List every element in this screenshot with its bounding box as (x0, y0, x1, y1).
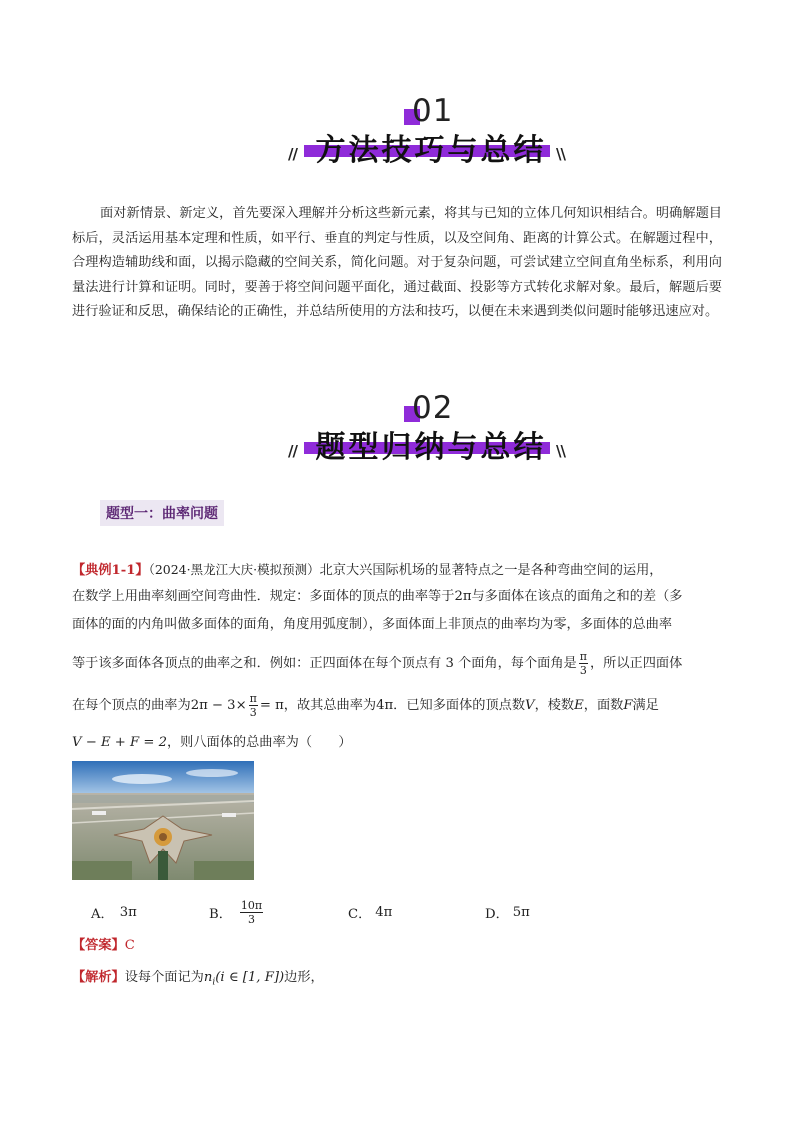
example-text: 在数学上用曲率刻画空间弯曲性．规定：多面体的顶点的曲率等于 (72, 589, 455, 604)
option-value: 5π (512, 904, 530, 920)
example-text: ，棱数 (534, 698, 575, 713)
fraction-numerator: π (579, 650, 587, 663)
example-text: 等于该多面体各顶点的曲率之和．例如：正四面体在每个顶点有 3 个面角，每个面角是 (72, 656, 577, 671)
answer-line (72, 934, 135, 953)
option-fraction (240, 899, 263, 926)
example-tag: 【典例1-1】 (72, 563, 149, 578)
math-variable: n (203, 970, 213, 985)
math-variable: F (623, 698, 633, 713)
fraction-numerator: π (249, 692, 257, 705)
section-heading-2 (0, 392, 794, 472)
example-text: ，面数 (583, 698, 624, 713)
answer-tag: 【答案】 (72, 938, 125, 953)
section-heading-1 (0, 95, 794, 175)
example-line-5 (72, 692, 722, 719)
example-text: 与多面体在该点的面角之和的差（多 (471, 589, 683, 604)
example-text: 北京大兴国际机场的显著特点之一是各种弯曲空间的运用， (319, 563, 663, 578)
example-text: ，故其总曲率为 (283, 698, 377, 713)
math-variable: E (574, 698, 584, 713)
option-letter: D． (485, 906, 509, 922)
answer-value: C (124, 938, 135, 953)
option-letter: A． (91, 906, 114, 922)
example-text: 满足 (632, 698, 659, 713)
intro-paragraph: 面对新情景、新定义，首先要深入理解并分析这些新元素，将其与已知的立体几何知识相结合。明确解题目标后，灵活运用基本定理和性质，如平行、垂直的判定与性质，以及空间角、距离的计算公式。在解题过程中，合理构造辅助线和面，以揭示隐藏的空间关系，简化问题。对于复杂问题，可尝试建立空间直角坐标系，利用向量法进行计算和证明。同时，要善于将空间问题平面化，通过截面、投影等方式转化求解对象。最后，解题后要进行验证和反思，确保结论的正确性，并总结所使用的方法和技巧，以便在未来遇到类似问题时能够迅速应对。 (72, 206, 722, 319)
option-c[interactable] (348, 895, 392, 929)
math-expression: 4π (376, 698, 394, 713)
math-expression: (i ∈ [1, F]) (215, 970, 285, 985)
right-slash-marks: \\ (556, 145, 565, 163)
option-value: 4π (375, 904, 393, 920)
option-d[interactable] (485, 895, 530, 929)
example-text: 面体的面的内角叫做多面体的面角，角度用弧度制），多面体面上非顶点的曲率均为零，多面体的总曲率 (72, 617, 673, 632)
right-slash-marks: \\ (556, 442, 565, 460)
airport-photo (72, 761, 254, 880)
math-variable: V (525, 698, 535, 713)
example-text: ．已知多面体的顶点数 (393, 698, 526, 713)
section-number: 01 (412, 93, 454, 129)
analysis-tag: 【解析】 (72, 970, 125, 985)
example-line-1 (72, 560, 722, 581)
math-expression: = π (259, 698, 284, 713)
fraction (579, 650, 588, 677)
example-text: 在每个顶点的曲率为 (72, 698, 191, 713)
example-line-6 (72, 733, 722, 753)
fraction-denominator: 3 (249, 706, 257, 719)
example-source: （2024·黑龙江大庆·模拟预测） (148, 562, 320, 577)
option-a[interactable] (91, 895, 137, 929)
left-slash-marks: // (288, 145, 297, 163)
analysis-text: 边形， (284, 970, 324, 985)
left-slash-marks: // (288, 442, 297, 460)
math-expression: 2π − 3× (190, 698, 247, 713)
option-letter: B． (209, 906, 232, 922)
math-expression: 2π (454, 589, 472, 604)
option-b[interactable] (209, 895, 265, 929)
math-expression: V − E + F = 2 (72, 735, 167, 750)
math-subscript: i (212, 977, 216, 988)
topic-label: 题型一：曲率问题 (100, 500, 224, 526)
example-text: ，则八面体的总曲率为（ ） (167, 735, 352, 750)
example-line-3 (72, 615, 722, 635)
analysis-line (72, 966, 324, 988)
fraction-denominator: 3 (579, 664, 587, 677)
answer-options (0, 895, 794, 935)
option-letter: C． (348, 906, 372, 922)
example-line-2 (72, 587, 722, 607)
option-value: 3π (119, 904, 137, 920)
section-number: 02 (412, 390, 454, 426)
fraction-denominator: 3 (248, 912, 255, 926)
section-title: 方法技巧与总结 (315, 133, 547, 168)
section-title: 题型归纳与总结 (315, 430, 547, 465)
example-line-4 (72, 650, 722, 677)
example-text: ，所以正四面体 (589, 656, 683, 671)
analysis-text: 设每个面记为 (124, 970, 204, 985)
fraction (249, 692, 258, 719)
fraction-numerator: 10π (240, 898, 263, 912)
